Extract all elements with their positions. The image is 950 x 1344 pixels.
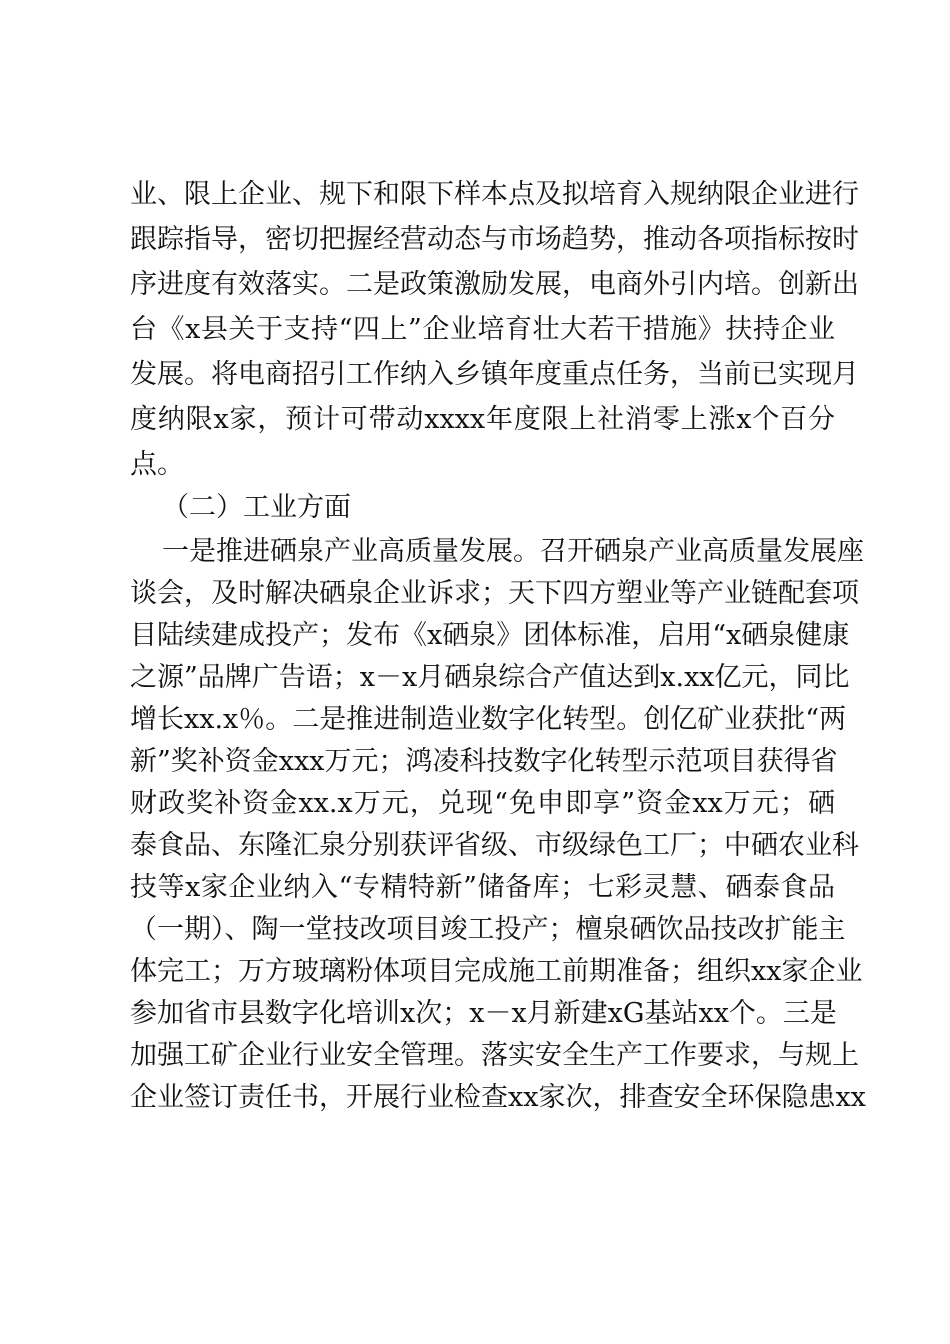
paragraph-line: 新”奖补资金xxx万元；鸿凌科技数字化转型示范项目获得省 [130,746,838,777]
paragraph-line: 体完工；万方玻璃粉体项目完成施工前期准备；组织xx家企业 [130,956,863,987]
paragraph-line: 业、限上企业、规下和限下样本点及拟培育入规纳限企业进行 [130,179,859,210]
paragraph-line: 台《x县关于支持“四上”企业培育壮大若干措施》扶持企业 [130,314,835,345]
section-heading: （二）工业方面 [162,492,351,523]
paragraph-line: 一是推进硒泉产业高质量发展。召开硒泉产业高质量发展座 [162,536,864,567]
paragraph-line: 技等x家企业纳入“专精特新”储备库；七彩灵慧、硒泰食品 [130,872,835,903]
paragraph-line: 序进度有效落实。二是政策激励发展，电商外引内培。创新出 [130,269,859,300]
paragraph-line: 发展。将电商招引工作纳入乡镇年度重点任务，当前已实现月 [130,359,859,390]
paragraph-line: （一期）、陶一堂技改项目竣工投产；檀泉硒饮品技改扩能主 [130,914,846,945]
paragraph-line: 企业签订责任书，开展行业检查xx家次，排查安全环保隐患xx [130,1082,866,1113]
paragraph-line: 加强工矿企业行业安全管理。落实安全生产工作要求，与规上 [130,1040,859,1071]
paragraph-line: 参加省市县数字化培训x次；x－x月新建xG基站xx个。三是 [130,998,837,1029]
paragraph-line: 跟踪指导，密切把握经营动态与市场趋势，推动各项指标按时 [130,224,859,255]
paragraph-line: 度纳限x家，预计可带动xxxx年度限上社消零上涨x个百分 [130,404,835,435]
paragraph-line: 点。 [130,449,184,480]
paragraph-line: 泰食品、东隆汇泉分别获评省级、市级绿色工厂；中硒农业科 [130,830,859,861]
paragraph-line: 之源”品牌广告语；x－x月硒泉综合产值达到x.xx亿元，同比 [130,662,850,693]
paragraph-line: 谈会，及时解决硒泉企业诉求；天下四方塑业等产业链配套项 [130,578,859,609]
paragraph-line: 财政奖补资金xx.x万元，兑现“免申即享”资金xx万元；硒 [130,788,835,819]
paragraph-line: 目陆续建成投产；发布《x硒泉》团体标准，启用“x硒泉健康 [130,620,850,651]
paragraph-line: 增长xx.x％。二是推进制造业数字化转型。创亿矿业获批“两 [130,704,847,735]
